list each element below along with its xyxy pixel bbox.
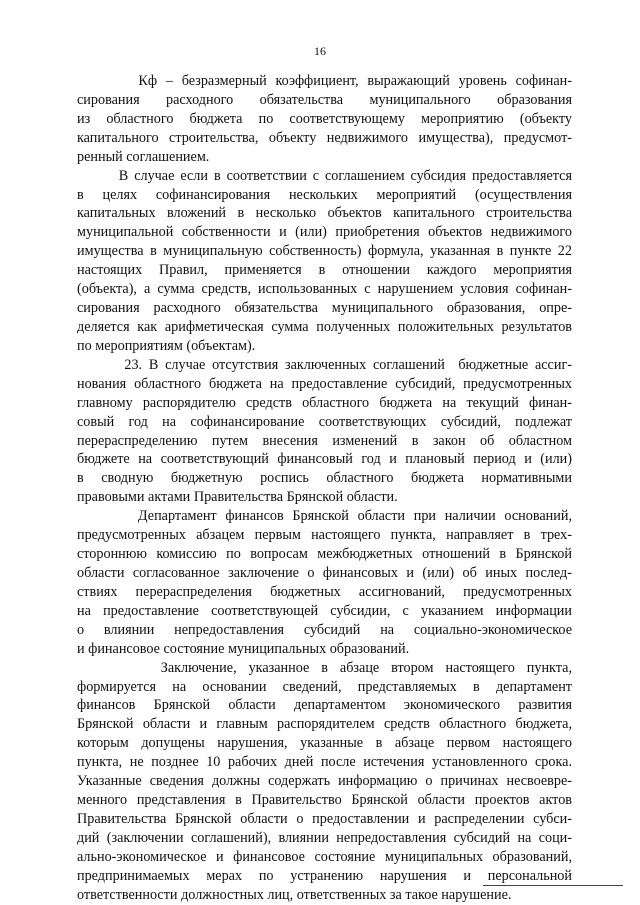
text-line: дий (заключении соглашений), влиянии непредоставления субсидий на соци- [77, 829, 572, 846]
text-line: Правительства Брянской области о предоставлении и распределении субси- [77, 810, 572, 827]
text-line: в целях софинансирования нескольких мероприятий (осуществления [77, 186, 572, 203]
text-line: и финансовое состояние муниципальных образований. [77, 640, 410, 657]
text-line: бюджете на соответствующий финансовый год и плановый период и (или) [77, 451, 572, 468]
text-line: совый год на софинансирование соответствующих субсидий, подлежат [77, 413, 572, 430]
page-number: 16 [314, 44, 326, 58]
footer-rule [483, 885, 623, 886]
text-line: (объекта), а сумма средств, использованных с нарушением условия софинан- [77, 281, 572, 298]
text-line: муниципальной собственности и (или) приобретения объектов недвижимого [77, 224, 572, 241]
text-line: ствиях перераспределения бюджетных ассигнований, предусмотренных [77, 583, 572, 600]
text-line: финансов Брянской области департаментом экономического развития [77, 697, 572, 714]
text-line: Кф – безразмерный коэффициент, выражающий уровень софинан- [77, 73, 572, 89]
text-line: Указанные сведения должны содержать информацию о причинах несвоевре- [77, 773, 572, 790]
text-line: менного представления в Правительство Брянской области проектов актов [77, 792, 572, 809]
text-line: ответственности должностных лиц, ответственных за такое нарушение. [77, 886, 512, 903]
text-line: настоящих Правил, применяется в отношении каждого мероприятия [77, 262, 572, 279]
text-line: перераспределению путем внесения изменений в закон об областном [77, 432, 572, 449]
text-line: деляется как арифметическая сумма полученных положительных результатов [77, 318, 572, 335]
text-line: по мероприятиям (объектам). [77, 337, 256, 354]
text-line: сирования расходного обязательства муниципального образования, опре- [77, 300, 572, 317]
text-line: стороннюю комиссию по вопросам межбюджетных отношений в Брянской [77, 546, 572, 563]
text-line: предусмотренных абзацем первым настоящего пункта, направляет в трех- [77, 527, 572, 544]
text-line: главному распорядителю средств областного бюджета на текущий финан- [77, 394, 572, 411]
text-line: нования областного бюджета на предоставление субсидий, предусмотренных [77, 375, 572, 392]
text-line: на предоставление соответствующей субсидии, с указанием информации [77, 602, 572, 619]
text-line: в сводную бюджетную роспись областного бюджета нормативными [77, 470, 572, 487]
text-line: В случае если в соответствии с соглашением субсидия предоставляется [77, 167, 572, 184]
text-line: предпринимаемых мерах по устранению нарушения и персональной [77, 867, 572, 884]
text-line: Департамент финансов Брянской области при наличии оснований, [77, 508, 572, 525]
text-line: формируется на основании сведений, представляемых в департамент [77, 678, 572, 695]
text-line: о влиянии непредоставления субсидий на социально-экономическое [77, 621, 572, 638]
text-line: правовыми актами Правительства Брянской области. [77, 489, 398, 506]
text-line: Заключение, указанное в абзаце втором настоящего пункта, [77, 659, 572, 676]
text-line: имущества в муниципальную собственность) формула, указанная в пункте 22 [77, 243, 572, 260]
document-body [77, 72, 572, 905]
text-line: капитального строительства, объекту недвижимого имущества), предусмот- [77, 129, 572, 146]
text-line: 23. В случае отсутствия заключенных соглашений бюджетные ассиг- [77, 356, 572, 373]
text-line: области согласованное заключение о финансовых и (или) об иных послед- [77, 564, 572, 581]
text-line: Брянской области и главным распорядителем средств областного бюджета, [77, 716, 572, 733]
text-line: ально-экономическое и финансовое состояние муниципальных образований, [77, 848, 572, 865]
text-line: капитальных вложений в несколько объектов капитального строительства [77, 205, 572, 222]
text-line: сирования расходного обязательства муниципального образования [77, 91, 572, 108]
text-line: из областного бюджета по соответствующему мероприятию (объекту [77, 110, 572, 127]
text-line: которым допущены нарушения, указанные в абзаце первом настоящего [77, 735, 572, 752]
text-line: пункта, не позднее 10 рабочих дней после истечения установленного срока. [77, 754, 572, 771]
text-line: ренный соглашением. [77, 148, 210, 165]
